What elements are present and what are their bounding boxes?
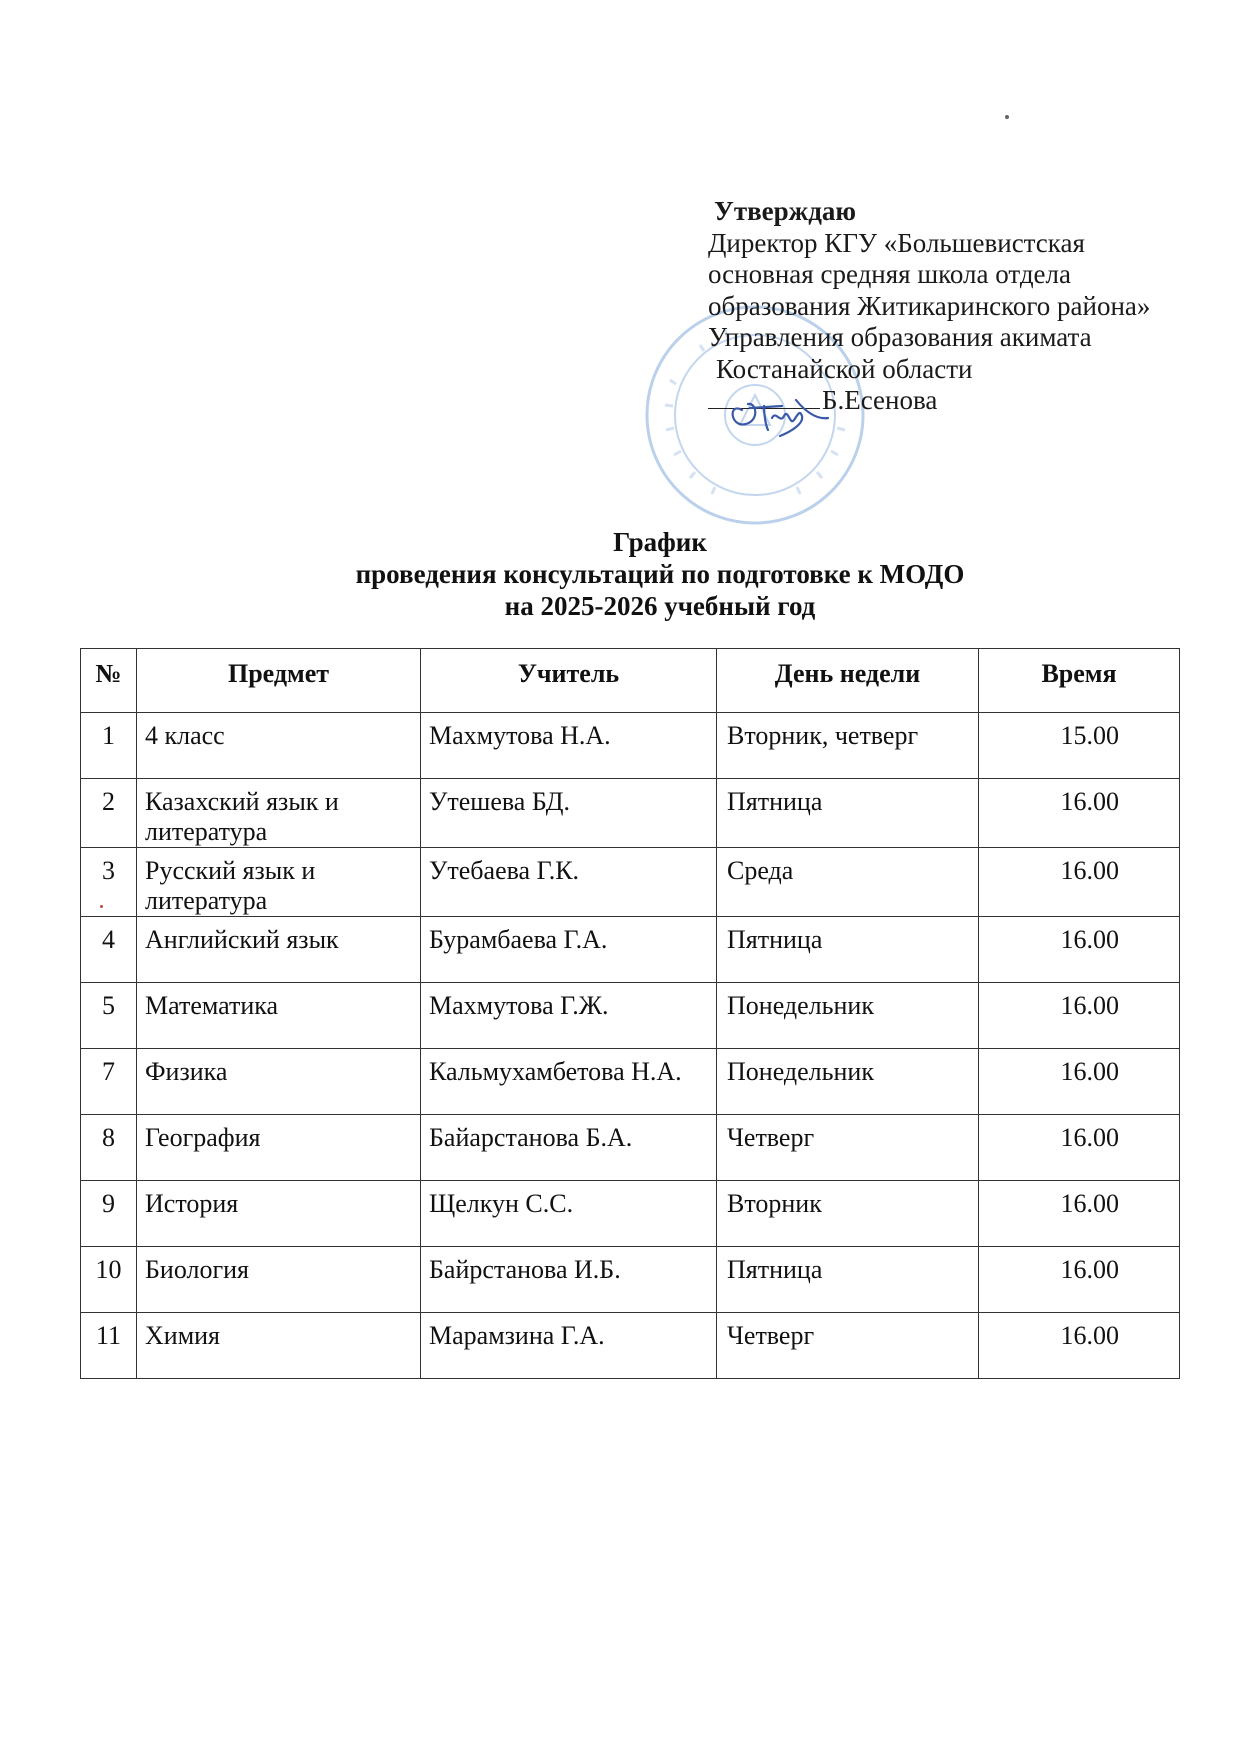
approval-line: основная средняя школа отдела (708, 259, 1071, 289)
approval-line: Директор КГУ «Большевистская (708, 227, 1085, 258)
cell-time: 16.00 (979, 1115, 1180, 1181)
cell-day: Пятница (717, 779, 979, 848)
cell-day: Четверг (717, 1313, 979, 1379)
cell-number: 8 (81, 1115, 137, 1181)
col-header-number: № (81, 649, 137, 713)
cell-time: 16.00 (979, 848, 1180, 917)
signatory-name: Б.Есенова (822, 385, 938, 415)
cell-number: 7 (81, 1049, 137, 1115)
schedule-table (80, 648, 1180, 1379)
cell-subject: 4 класс (137, 713, 421, 779)
cell-teacher: Кальмухамбетова Н.А. (421, 1049, 717, 1115)
table-row (81, 1115, 1180, 1181)
table-row (81, 779, 1180, 848)
cell-subject: Английский язык (137, 917, 421, 983)
cell-day: Вторник, четверг (717, 713, 979, 779)
cell-number: 3 (81, 848, 137, 917)
col-header-subject: Предмет (137, 649, 421, 713)
cell-number: 4 (81, 917, 137, 983)
approval-line: Управления образования акимата (708, 322, 1092, 352)
cell-teacher: Бурамбаева Г.А. (421, 917, 717, 983)
heading-subtitle: проведения консультаций по подготовке к МОДО (355, 559, 965, 589)
scan-speck (1005, 115, 1009, 119)
cell-subject: Русский язык и литература (137, 848, 421, 917)
cell-time: 16.00 (979, 917, 1180, 983)
cell-teacher: Утебаева Г.К. (421, 848, 717, 917)
approval-line: образования Житикаринского района» (708, 290, 1151, 321)
table-row (81, 983, 1180, 1049)
cell-subject: Биология (137, 1247, 421, 1313)
cell-teacher: Марамзина Г.А. (421, 1313, 717, 1379)
col-header-day: День недели (717, 649, 979, 713)
cell-time: 16.00 (979, 983, 1180, 1049)
cell-day: Понедельник (717, 1049, 979, 1115)
cell-subject: Химия (137, 1313, 421, 1379)
table-row (81, 848, 1180, 917)
cell-time: 16.00 (979, 1049, 1180, 1115)
cell-subject: История (137, 1181, 421, 1247)
cell-subject: Физика (137, 1049, 421, 1115)
cell-day: Пятница (717, 917, 979, 983)
table-row (81, 917, 1180, 983)
approval-title: Утверждаю (714, 196, 857, 226)
signature-mark (720, 380, 830, 440)
table-header-row (81, 649, 1180, 713)
cell-subject: Казахский язык и литература (137, 779, 421, 848)
cell-day: Среда (717, 848, 979, 917)
col-header-time: Время (979, 649, 1180, 713)
cell-number: 5 (81, 983, 137, 1049)
heading-title: График (613, 527, 707, 557)
table-row (81, 1247, 1180, 1313)
col-header-teacher: Учитель (421, 649, 717, 713)
cell-number: 1 (81, 713, 137, 779)
cell-time: 15.00 (979, 713, 1180, 779)
cell-teacher: Махмутова Н.А. (421, 713, 717, 779)
table-row (81, 1181, 1180, 1247)
cell-number: 10 (81, 1247, 137, 1313)
cell-time: 16.00 (979, 1181, 1180, 1247)
cell-teacher: Утешева БД. (421, 779, 717, 848)
cell-number: 9 (81, 1181, 137, 1247)
table-row (81, 1049, 1180, 1115)
table-row (81, 713, 1180, 779)
cell-time: 16.00 (979, 1247, 1180, 1313)
cell-number: 11 (81, 1313, 137, 1379)
approval-line: Костанайской области (716, 353, 973, 384)
document-heading (0, 526, 1240, 622)
cell-teacher: Махмутова Г.Ж. (421, 983, 717, 1049)
cell-number: 2 (81, 779, 137, 848)
cell-day: Четверг (717, 1115, 979, 1181)
table-row (81, 1313, 1180, 1379)
cell-time: 16.00 (979, 779, 1180, 848)
cell-subject: Математика (137, 983, 421, 1049)
cell-day: Пятница (717, 1247, 979, 1313)
heading-year: на 2025-2026 учебный год (504, 591, 816, 621)
cell-day: Вторник (717, 1181, 979, 1247)
cell-day: Понедельник (717, 983, 979, 1049)
cell-teacher: Байрстанова И.Б. (421, 1247, 717, 1313)
cell-teacher: Щелкун С.С. (421, 1181, 717, 1247)
cell-teacher: Байарстанова Б.А. (421, 1115, 717, 1181)
cell-subject: География (137, 1115, 421, 1181)
cell-time: 16.00 (979, 1313, 1180, 1379)
